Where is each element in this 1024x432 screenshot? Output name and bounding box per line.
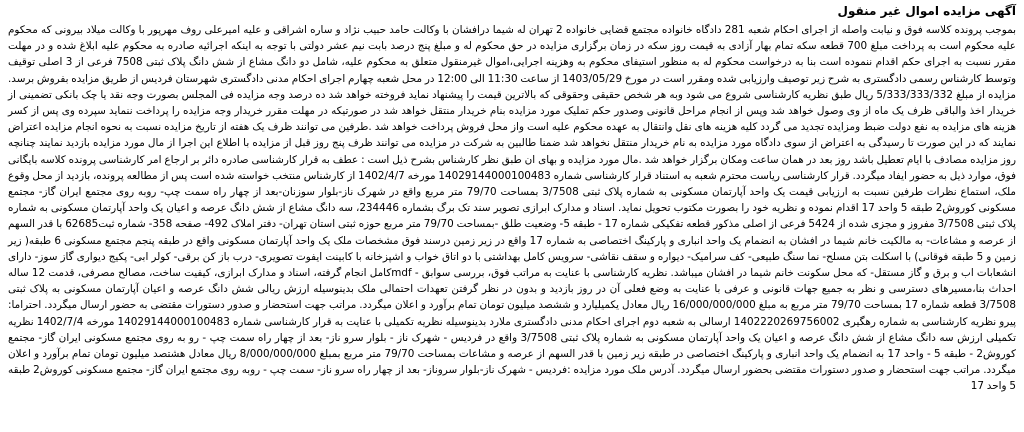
notice-title: آگهی مزایده اموال غیر منقول [837,4,1016,18]
notice-body: بموجب پرونده کلاسه فوق و نیابت واصله از اجرای احکام شعبه 281 دادگاه خانواده مجتمع قضایی خانواده 2 تهران له شیما درافشان با وکالت حامد حبیب نژاد و ساره اشراقی و علیه امیرعلی روف مهرپور با وکالت میلاد بیرونی که محکوم علیه محکوم است به پرداخت مبلغ 700 قطعه سکه تمام بهار آزادی به قیمت روز سکه در زمان برگزاری مزایده در حق محکوم له و مبلغ پنج درصد بابت نیم عشر دولتی با توجه به اینکه اجرائیه صادره به محکوم علیه ابلاغ شده و در مهلت مقرر نسبت به اجرای حکم اقدام ننموده است بنا به درخواست محکوم له به منظور استیفای محکوم به وهزینه اجرایی،اموال غیرمنقول متعلق به محکوم علیه، شامل دو دانگ مشاع از شش دانگ پلاک ثبتی 7508 فرعی از 3 اصلی توقیف وتوسط کارشناس رسمی دادگستری به شرح زیر توصیف وارزیابی شده ومقرر است در مورخ 1403/05/29 از ساعت 11:30 الی 12:00 در محل شعبه چهارم اجرای احکام مدنی دادگستری شهرستان فردیس از طریق مزایده بفروش برسد. مزایده از مبلغ 5/333/333/332 ریال طبق نظریه کارشناسی شروع می شود وبه هر شخص حقیقی وحقوقی که بالاترین قیمت را پیشنهاد نماید فروخته خواهد شد ده درصد وجه مزایده فی المجلس بصورت وجه نقد یا چک بانکی تضمینی از خریدار اخذ والباقی ظرف یک ماه از وی وصول خواهد شد وپس از انجام مراحل قانونی وصدور حکم تملیک مورد مزایده بنام خریدار منتقل خواهد شد در صورتیکه در مهلت مقرر خریدار وجه مزایده را پرداخت ننماید سپرده وی پس از کسر هزینه های مزایده به نفع دولت ضبط ومزایده تجدید می گردد کلیه هزینه های نقل وانتقال به عهده محکوم علیه است واز محل فروش پرداخت خواهد شد .طرفین می توانند ظرف یک هفته از تاریخ مزایده نسبت به نحوه انجام مزایده اعتراض نمایند که در این صورت تا رسیدگی به اعتراض از سوی دادگاه مورد مزایده به نام خریدار منتقل نخواهد شد ضمنا طالبین به شرکت در مزایده می توانند ظرف پنج روز قبل از مزایده با اطلاع این اجرا از مال مورد مزایده بازدید نمایند چنانچه روز مزایده مصادف با ایام تعطیل باشد روز بعد در همان ساعت ومکان برگزار خواهد شد .مال مورد مزایده و بهای ان طبق نظر کارشناس بشرح ذیل است : عطف به قرار کارشناسی صادره دائر بر ارجاع امر کارشناسی پرونده کلاسه بایگانی فوق، موارد ذیل به حضور ایفاد میگردد. قرار کارشناسی ریاست محترم شعبه به استناد قرار کارشناسی شماره 14029144000100483 مورخه 1402/4/7 از کارشناس منتخب خواسته شده است پس از مطالعه پرونده، بازدید از محل وقوع ملک، استماع نظرات طرفین نسبت به ارزیابی قیمت یک واحد آپارتمان مسکونی به شماره پلاک ثبتی 3/7508 بمساحت 79/70 متر مربع واقع در شهرک ناز-بلوار سوزنان-بعد از چهار راه سمت چپ- روبه روی مجتمع ایران گاز- مجتمع مسکونی کوروش2 طبقه 5 واحد 17 اقدام نموده و نظریه خود را بصورت مکتوب تحویل نماید. اسناد و مدارک ابرازی تصویر سند تک برگ بشماره 234446، سه دانگ مشاع از شش دانگ عرصه و اعیان یک واحد آپارتمان مسکونی به شماره پلاک ثبتی 3/7508 مفروز و مجزی شده از 5424 فرعی از اصلی مذکور قطعه تفکیکی شماره 17 - طبقه 5- وضعیت طلق -بمساحت 79/70 متر مربع حوزه ثبتی استان تهران- دفتر املاک 492- صفحه 358- شماره ثبت62685 با قدر السهم از عرصه و مشاعات- به مالکیت خانم شیما در افشان به انضمام یک واحد انباری و پارکینگ اختصاصی به شماره 17 واقع در زیر زمین درسند فوق مشخصات ملک یک واحد آپارتمان مسکونی واقع در طبقه پنجم مجتمع مسکونی 6 طبقه( زیر زمین و 5 طبقه فوقانی) با اسکلت بتن مسلح- نما سنگ طبیعی- کف سرامیک- دیواره و سقف نقاشی- سرویس کامل بهداشتی با دو اتاق خواب و اشپزخانه با کابینت ایفوت تصویری- درب باز کن برقی- کولر ابی- پکیج دیواری گاز سوز- دارای انشعابات اب و برق و گاز مستقل- که محل سکونت خانم شیما در افشان میباشد. نظریه کارشناسی با عنایت به مراتب فوق، بررسی سوابق - mdfکامل انجام گرفته، اسناد و مدارک ابرازی، کیفیت ساخت، مصالح مصرفی، قدمت 12 ساله احداث بنا،مسیرهای دسترسی و نظر به جمیع جهات قانونی و عرفی با عنایت به وضع فعلی آن در روز بازدید و بدون در نظر گرفتن تعهدات احتمالی ملک بدینوسیله ارزش ریالی شش دانگ عرصه و اعیان آپارتمان مسکونی به پلاک ثبتی 3/7508 قطعه شماره 17 بمساحت 79/70 متر مربع به مبلغ 16/000/000/000 ریال معادل یکمیلیارد و ششصد میلیون تومان تمام برآورد و اعلان میگردد. مراتب جهت استحضار و صدور دستورات مقتضی به حضور ارسال میگردد. احتراما: پیرو نظریه کارشناسی به شماره رهگیری 1402220269756002 ارسالی به شعبه دوم اجرای احکام مدنی دادگستری ملارد بدینوسیله نظریه تکمیلی با عنایت به قرار کارشناسی شماره 14029144000100483 مورخه 1402/7/4 نظریه تکمیلی ارزش سه دانگ مشاع از شش دانگ عرصه و اعیان یک واحد آپارتمان مسکونی به شماره پلاک ثبتی 3/7508 واقع در فردیس - شهرک ناز - بلوار سرو ناز- بعد از چهار راه سمت چپ - رو به روی مجتمع مسکونی ایران گاز- مجتمع کوروش2 - طبقه 5 - واحد 17 به انضمام یک واحد انباری و پارکینگ اختصاصی در طبقه زیر زمین با قدر السهم از عرصه و مشاعات بمساحت 79/70 متر مربع بمبلغ 8/000/000/000 ریال معادل هشتصد میلیون تومان تمام برآورد و اعلان میگردد. مراتب جهت استحضار و صدور دستورات مقتضی بحضور ارسال میگردد. آدرس ملک مورد مزایده :فردیس - شهرک ناز-بلوار سروناز- بعد از چهار راه سرو ناز- سمت چپ - روبه روی مجتمع ایران گاز- مجتمع مسکونی کوروش2 طبقه 5 واحد 17 [8,24,1017,393]
